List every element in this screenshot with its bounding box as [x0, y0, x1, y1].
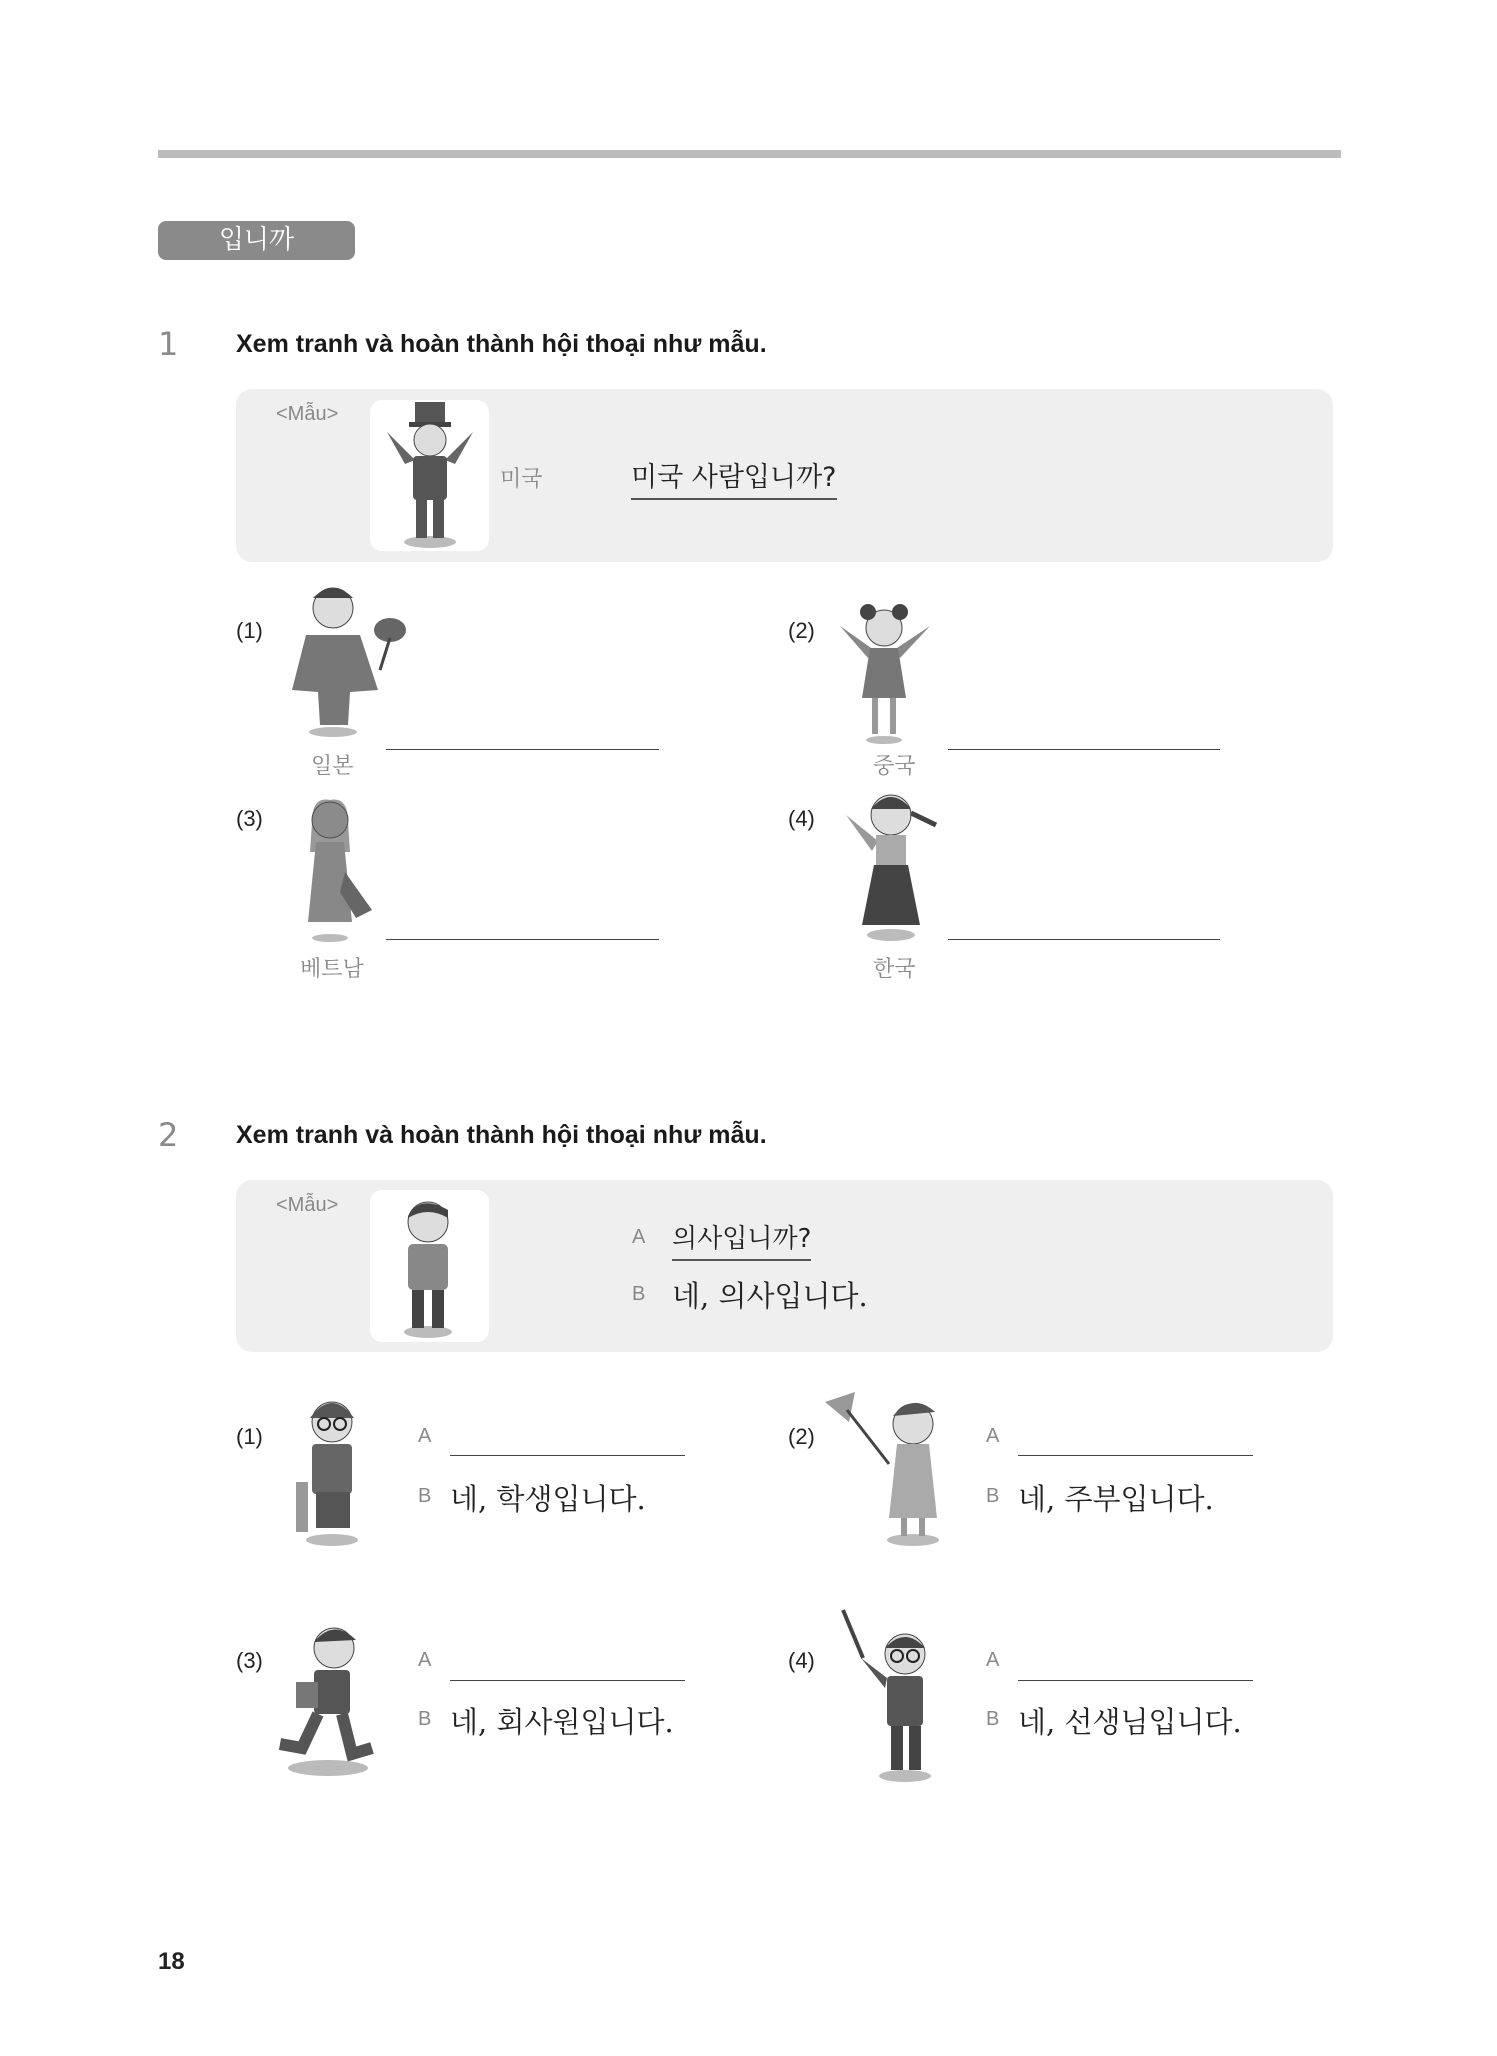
- item-country: 일본: [311, 754, 354, 779]
- example-a-answer: 의사입니까?: [672, 1218, 811, 1261]
- item-country: 중국: [873, 754, 916, 779]
- b-text: 네, 선생님입니다.: [1018, 1705, 1242, 1739]
- item-number: (4): [788, 1648, 815, 1673]
- item-country: 한국: [873, 957, 916, 982]
- exercise-2-number: 2: [158, 1116, 179, 1154]
- item-number: (4): [788, 806, 815, 831]
- b-text: 네, 주부입니다.: [1018, 1482, 1214, 1516]
- b-text: 네, 학생입니다.: [450, 1482, 646, 1516]
- answer-line[interactable]: [450, 1455, 685, 1456]
- japanese-figure-icon: [288, 580, 408, 740]
- b-text: 네, 회사원입니다.: [450, 1705, 674, 1739]
- doctor-figure-icon: [380, 1192, 480, 1340]
- example-label: <Mẫu>: [276, 1194, 339, 1216]
- answer-line[interactable]: [948, 749, 1220, 750]
- answer-line[interactable]: [1018, 1680, 1253, 1681]
- exercise-1-number: 1: [158, 325, 179, 363]
- speaker-a-label: A: [986, 1425, 1000, 1447]
- vietnamese-figure-icon: [290, 792, 390, 946]
- speaker-a-label: A: [418, 1649, 432, 1671]
- section-tag: 입니까: [158, 221, 355, 260]
- speaker-b-label: B: [986, 1708, 1000, 1730]
- example-answer: 미국 사람입니까?: [631, 455, 837, 500]
- speaker-b-label: B: [418, 1485, 432, 1507]
- answer-line[interactable]: [948, 939, 1220, 940]
- speaker-b-label: B: [632, 1283, 646, 1305]
- office-worker-figure-icon: [272, 1618, 382, 1778]
- answer-line[interactable]: [1018, 1455, 1253, 1456]
- uncle-sam-figure-icon: [375, 402, 485, 550]
- example-label: <Mẫu>: [276, 403, 339, 425]
- speaker-b-label: B: [418, 1708, 432, 1730]
- top-rule: [158, 150, 1341, 158]
- answer-line[interactable]: [450, 1680, 685, 1681]
- speaker-a-label: A: [418, 1425, 432, 1447]
- speaker-a-label: A: [632, 1226, 646, 1248]
- chinese-girl-figure-icon: [832, 598, 942, 746]
- answer-line[interactable]: [386, 749, 659, 750]
- answer-line[interactable]: [386, 939, 659, 940]
- item-number: (3): [236, 806, 263, 831]
- item-number: (2): [788, 618, 815, 643]
- teacher-figure-icon: [835, 1608, 945, 1783]
- housewife-figure-icon: [825, 1392, 955, 1547]
- example-country: 미국: [500, 467, 543, 492]
- speaker-a-label: A: [986, 1649, 1000, 1671]
- student-figure-icon: [288, 1392, 378, 1547]
- speaker-b-label: B: [986, 1485, 1000, 1507]
- exercise-2-instruction: Xem tranh và hoàn thành hội thoại như mẫu.: [236, 1121, 767, 1149]
- page-number: 18: [158, 1948, 185, 1975]
- exercise-1-instruction: Xem tranh và hoàn thành hội thoại như mẫu.: [236, 330, 767, 358]
- item-number: (1): [236, 1424, 263, 1449]
- example-b-text: 네, 의사입니다.: [672, 1279, 868, 1313]
- korean-figure-icon: [836, 785, 946, 943]
- item-country: 베트남: [300, 957, 364, 982]
- item-number: (2): [788, 1424, 815, 1449]
- item-number: (3): [236, 1648, 263, 1673]
- item-number: (1): [236, 618, 263, 643]
